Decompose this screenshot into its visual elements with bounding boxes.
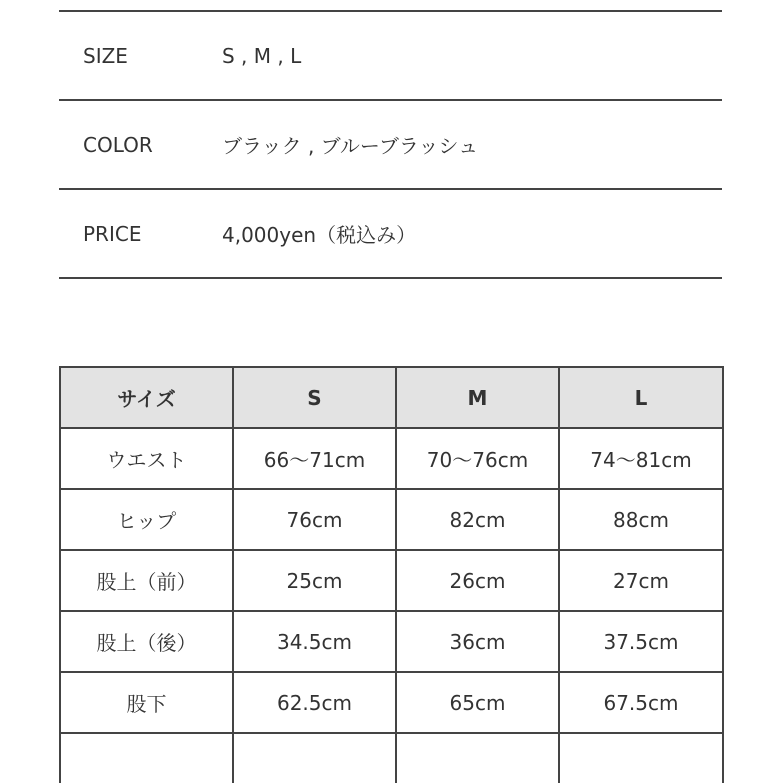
- row-label: 股上（前）: [60, 550, 233, 611]
- row-label: ヒップ: [60, 489, 233, 550]
- cell-l: 88cm: [559, 489, 723, 550]
- cell-s: 25cm: [233, 550, 396, 611]
- cell-m: 82cm: [396, 489, 559, 550]
- cell-s: 76cm: [233, 489, 396, 550]
- row-label: 股下: [60, 672, 233, 733]
- cell-s: 62.5cm: [233, 672, 396, 733]
- spec-row-price: [59, 190, 722, 279]
- size-table-header-row: [60, 367, 723, 428]
- cell-m: [396, 733, 559, 783]
- spec-row-color: [59, 101, 722, 190]
- table-row: [60, 428, 723, 489]
- spec-value: S , M , L: [222, 43, 302, 68]
- size-table: [59, 366, 724, 783]
- table-row: [60, 672, 723, 733]
- cell-s: [233, 733, 396, 783]
- cell-l: 67.5cm: [559, 672, 723, 733]
- cell-l: [559, 733, 723, 783]
- row-label: ウエスト: [60, 428, 233, 489]
- table-row: [60, 611, 723, 672]
- cell-l: 27cm: [559, 550, 723, 611]
- row-label: [60, 733, 233, 783]
- spec-row-size: [59, 12, 722, 101]
- cell-m: 36cm: [396, 611, 559, 672]
- cell-s: 66〜71cm: [233, 428, 396, 489]
- cell-l: 37.5cm: [559, 611, 723, 672]
- row-label: 股上（後）: [60, 611, 233, 672]
- spec-label: SIZE: [83, 43, 128, 68]
- cell-m: 70〜76cm: [396, 428, 559, 489]
- cell-l: 74〜81cm: [559, 428, 723, 489]
- cell-m: 65cm: [396, 672, 559, 733]
- spec-list: [59, 10, 722, 279]
- spec-value: ブラック , ブルーブラッシュ: [222, 134, 479, 158]
- cell-s: 34.5cm: [233, 611, 396, 672]
- spec-value: 4,000yen（税込み）: [222, 223, 417, 247]
- spec-label: COLOR: [83, 132, 153, 157]
- table-row: [60, 489, 723, 550]
- header-cell-l: L: [559, 367, 723, 428]
- table-row-partial: [60, 733, 723, 783]
- header-cell-s: S: [233, 367, 396, 428]
- cell-m: 26cm: [396, 550, 559, 611]
- table-row: [60, 550, 723, 611]
- header-cell-m: M: [396, 367, 559, 428]
- header-cell-size: サイズ: [60, 367, 233, 428]
- spec-label: PRICE: [83, 221, 142, 246]
